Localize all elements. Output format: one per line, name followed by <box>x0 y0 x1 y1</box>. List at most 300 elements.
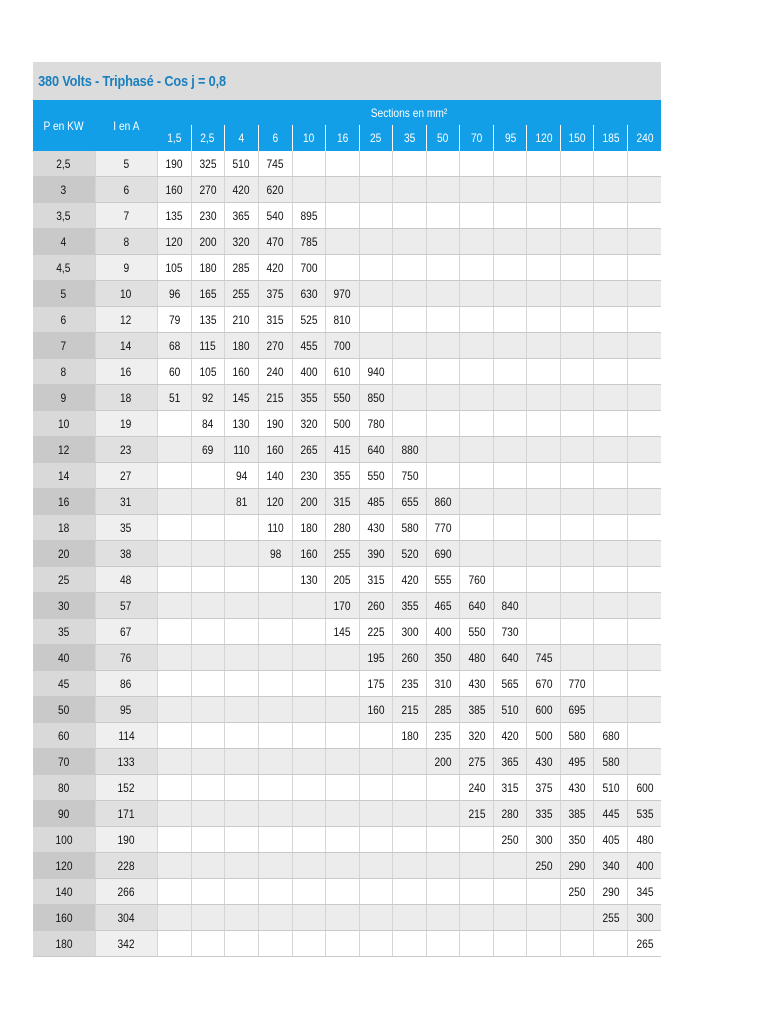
cell-length-value: 230 <box>191 203 224 229</box>
cell-length-value <box>460 255 494 281</box>
cell-length-value <box>157 853 191 879</box>
cell-length-value: 315 <box>359 567 392 593</box>
cell-power-kw: 6 <box>33 307 95 333</box>
cell-length-value <box>460 229 494 255</box>
cell-length-value <box>594 671 628 697</box>
cell-power-kw: 40 <box>33 645 95 671</box>
cell-length-value <box>359 255 392 281</box>
table-row <box>33 229 661 255</box>
cell-length-value: 640 <box>359 437 392 463</box>
cell-length-value: 105 <box>191 359 224 385</box>
cell-length-value: 465 <box>427 593 460 619</box>
cell-length-value <box>594 255 628 281</box>
cell-power-kw: 80 <box>33 775 95 801</box>
cell-length-value: 695 <box>561 697 594 723</box>
cell-length-value: 365 <box>494 749 527 775</box>
cell-power-kw: 4 <box>33 229 95 255</box>
cell-length-value <box>191 593 224 619</box>
cell-current-a: 48 <box>95 567 157 593</box>
cell-length-value <box>527 229 561 255</box>
cell-length-value <box>258 619 292 645</box>
cell-length-value <box>191 567 224 593</box>
cell-length-value: 98 <box>258 541 292 567</box>
cell-length-value <box>224 775 258 801</box>
cell-length-value <box>292 853 325 879</box>
cell-length-value <box>325 255 359 281</box>
cell-length-value: 190 <box>258 411 292 437</box>
cell-power-kw: 50 <box>33 697 95 723</box>
cell-length-value: 265 <box>292 437 325 463</box>
cell-length-value: 700 <box>325 333 359 359</box>
cell-length-value <box>594 619 628 645</box>
cell-length-value <box>628 749 661 775</box>
cell-length-value <box>325 229 359 255</box>
cell-length-value: 135 <box>191 307 224 333</box>
table-row <box>33 463 661 489</box>
cell-length-value <box>427 385 460 411</box>
cell-length-value: 565 <box>494 671 527 697</box>
cell-current-a: 14 <box>95 333 157 359</box>
cell-length-value <box>494 463 527 489</box>
cell-length-value <box>224 515 258 541</box>
cell-length-value <box>427 879 460 905</box>
cell-length-value <box>224 619 258 645</box>
cell-length-value <box>628 567 661 593</box>
cell-length-value: 68 <box>157 333 191 359</box>
cell-length-value: 600 <box>527 697 561 723</box>
cell-length-value <box>258 879 292 905</box>
cell-length-value <box>561 463 594 489</box>
table-row <box>33 281 661 307</box>
cell-current-a: 19 <box>95 411 157 437</box>
cell-length-value: 550 <box>359 463 392 489</box>
cell-length-value <box>393 385 427 411</box>
cell-length-value <box>325 775 359 801</box>
cell-length-value <box>191 853 224 879</box>
cell-length-value <box>494 229 527 255</box>
cell-length-value <box>224 593 258 619</box>
cell-length-value: 240 <box>460 775 494 801</box>
table-row <box>33 541 661 567</box>
cell-length-value <box>494 281 527 307</box>
cell-length-value <box>494 307 527 333</box>
cell-length-value <box>224 879 258 905</box>
cell-length-value <box>157 931 191 957</box>
cell-length-value: 780 <box>359 411 392 437</box>
cell-length-value <box>393 775 427 801</box>
cell-length-value <box>393 255 427 281</box>
cell-length-value <box>427 437 460 463</box>
table-header <box>33 100 661 151</box>
cell-length-value <box>292 749 325 775</box>
cell-length-value <box>628 411 661 437</box>
table-row <box>33 671 661 697</box>
cell-length-value <box>191 723 224 749</box>
cell-length-value <box>191 879 224 905</box>
cell-length-value: 730 <box>494 619 527 645</box>
cell-length-value <box>292 593 325 619</box>
cell-length-value <box>527 411 561 437</box>
cell-length-value <box>325 697 359 723</box>
cell-current-a: 9 <box>95 255 157 281</box>
header-section: 2,5 <box>191 125 224 151</box>
cell-length-value: 580 <box>594 749 628 775</box>
cell-length-value <box>527 879 561 905</box>
cell-current-a: 342 <box>95 931 157 957</box>
cell-length-value <box>393 229 427 255</box>
cell-length-value <box>594 489 628 515</box>
cell-length-value: 94 <box>224 463 258 489</box>
cell-current-a: 86 <box>95 671 157 697</box>
cell-length-value: 315 <box>494 775 527 801</box>
cell-current-a: 133 <box>95 749 157 775</box>
cell-length-value <box>628 723 661 749</box>
cell-length-value: 700 <box>292 255 325 281</box>
cell-length-value: 510 <box>494 697 527 723</box>
cell-length-value <box>594 177 628 203</box>
cell-length-value: 260 <box>359 593 392 619</box>
cell-length-value: 375 <box>527 775 561 801</box>
cell-length-value <box>393 177 427 203</box>
table-row <box>33 931 661 957</box>
cell-length-value <box>527 307 561 333</box>
cell-length-value <box>325 749 359 775</box>
cell-length-value: 405 <box>594 827 628 853</box>
cell-length-value <box>427 775 460 801</box>
cell-length-value: 79 <box>157 307 191 333</box>
cell-length-value <box>527 359 561 385</box>
cell-length-value <box>157 723 191 749</box>
cell-length-value <box>393 827 427 853</box>
cell-current-a: 8 <box>95 229 157 255</box>
cell-length-value <box>460 463 494 489</box>
cell-length-value <box>191 775 224 801</box>
cell-length-value <box>157 749 191 775</box>
cell-power-kw: 90 <box>33 801 95 827</box>
cell-power-kw: 45 <box>33 671 95 697</box>
cell-length-value: 555 <box>427 567 460 593</box>
cell-length-value <box>292 801 325 827</box>
cell-length-value: 485 <box>359 489 392 515</box>
cell-length-value <box>628 255 661 281</box>
table-row <box>33 697 661 723</box>
cell-length-value <box>527 281 561 307</box>
cell-length-value <box>561 151 594 177</box>
cell-length-value <box>224 723 258 749</box>
cell-length-value <box>561 567 594 593</box>
cell-length-value <box>258 827 292 853</box>
table-row <box>33 489 661 515</box>
cell-length-value <box>224 905 258 931</box>
cell-current-a: 114 <box>95 723 157 749</box>
cell-length-value <box>191 749 224 775</box>
cell-length-value <box>157 671 191 697</box>
table-row <box>33 879 661 905</box>
cell-length-value <box>427 229 460 255</box>
cable-section-table <box>33 100 661 957</box>
cell-length-value <box>427 255 460 281</box>
table-row <box>33 307 661 333</box>
header-section: 6 <box>258 125 292 151</box>
cell-length-value: 655 <box>393 489 427 515</box>
cell-length-value: 255 <box>224 281 258 307</box>
cell-length-value <box>494 567 527 593</box>
cell-length-value: 335 <box>527 801 561 827</box>
cell-current-a: 266 <box>95 879 157 905</box>
cell-length-value <box>594 307 628 333</box>
cell-length-value: 580 <box>561 723 594 749</box>
cell-length-value: 140 <box>258 463 292 489</box>
cell-length-value <box>561 229 594 255</box>
cell-length-value: 385 <box>460 697 494 723</box>
cell-length-value <box>191 905 224 931</box>
cell-length-value: 770 <box>427 515 460 541</box>
header-section: 10 <box>292 125 325 151</box>
cell-length-value: 620 <box>258 177 292 203</box>
cell-length-value: 180 <box>292 515 325 541</box>
cell-length-value: 495 <box>561 749 594 775</box>
cell-length-value: 160 <box>258 437 292 463</box>
cell-length-value <box>157 827 191 853</box>
cell-length-value <box>157 489 191 515</box>
cell-length-value: 355 <box>393 593 427 619</box>
cell-length-value <box>359 723 392 749</box>
cell-length-value <box>594 931 628 957</box>
cell-length-value: 355 <box>325 463 359 489</box>
cell-length-value: 145 <box>224 385 258 411</box>
cell-length-value <box>628 671 661 697</box>
cell-length-value: 180 <box>191 255 224 281</box>
cell-length-value: 160 <box>157 177 191 203</box>
cell-length-value <box>527 593 561 619</box>
header-i-en-a: I en A <box>95 100 157 151</box>
cell-length-value <box>561 905 594 931</box>
cell-length-value <box>527 333 561 359</box>
cell-length-value <box>494 333 527 359</box>
cell-length-value: 81 <box>224 489 258 515</box>
cell-length-value: 345 <box>628 879 661 905</box>
cell-length-value: 270 <box>191 177 224 203</box>
cell-length-value: 350 <box>427 645 460 671</box>
cell-length-value: 500 <box>325 411 359 437</box>
cell-length-value <box>258 567 292 593</box>
cell-length-value <box>191 931 224 957</box>
cell-length-value: 250 <box>494 827 527 853</box>
cell-length-value <box>292 671 325 697</box>
cell-length-value <box>561 385 594 411</box>
cell-length-value <box>325 151 359 177</box>
cell-length-value <box>494 931 527 957</box>
cell-length-value: 115 <box>191 333 224 359</box>
cell-length-value: 840 <box>494 593 527 619</box>
cell-length-value: 680 <box>594 723 628 749</box>
cell-length-value <box>258 775 292 801</box>
cell-power-kw: 60 <box>33 723 95 749</box>
header-section: 70 <box>460 125 494 151</box>
cell-length-value <box>460 151 494 177</box>
header-section: 240 <box>628 125 661 151</box>
cell-power-kw: 3 <box>33 177 95 203</box>
cell-length-value: 160 <box>292 541 325 567</box>
cell-length-value <box>494 385 527 411</box>
cell-length-value <box>594 515 628 541</box>
cell-length-value: 240 <box>258 359 292 385</box>
cell-length-value <box>594 151 628 177</box>
cell-length-value <box>359 229 392 255</box>
cell-length-value: 215 <box>393 697 427 723</box>
cell-current-a: 38 <box>95 541 157 567</box>
table-row <box>33 593 661 619</box>
cell-length-value <box>359 801 392 827</box>
cell-length-value <box>494 437 527 463</box>
cell-power-kw: 140 <box>33 879 95 905</box>
cell-length-value: 105 <box>157 255 191 281</box>
table-row <box>33 827 661 853</box>
table-row <box>33 723 661 749</box>
cell-length-value <box>359 853 392 879</box>
cell-length-value <box>393 853 427 879</box>
table-row <box>33 775 661 801</box>
cell-length-value <box>393 801 427 827</box>
cell-length-value <box>393 359 427 385</box>
cell-length-value: 300 <box>393 619 427 645</box>
cell-length-value <box>494 879 527 905</box>
cell-length-value <box>494 255 527 281</box>
cell-length-value: 190 <box>157 151 191 177</box>
cell-length-value <box>157 541 191 567</box>
cell-length-value: 630 <box>292 281 325 307</box>
cell-length-value <box>494 359 527 385</box>
cell-length-value <box>359 333 392 359</box>
cell-length-value <box>393 203 427 229</box>
cell-length-value: 285 <box>427 697 460 723</box>
cell-length-value <box>460 541 494 567</box>
cell-power-kw: 35 <box>33 619 95 645</box>
cell-length-value: 400 <box>292 359 325 385</box>
cell-length-value <box>427 151 460 177</box>
cell-length-value <box>258 749 292 775</box>
cell-current-a: 27 <box>95 463 157 489</box>
cell-length-value: 235 <box>427 723 460 749</box>
cell-current-a: 67 <box>95 619 157 645</box>
cell-length-value: 400 <box>628 853 661 879</box>
cell-length-value: 205 <box>325 567 359 593</box>
cell-length-value <box>494 853 527 879</box>
cell-length-value: 510 <box>594 775 628 801</box>
cell-length-value: 96 <box>157 281 191 307</box>
header-section: 185 <box>594 125 628 151</box>
cell-length-value <box>191 541 224 567</box>
cell-length-value <box>628 489 661 515</box>
cell-length-value <box>494 905 527 931</box>
cell-current-a: 18 <box>95 385 157 411</box>
table-row <box>33 333 661 359</box>
cell-length-value <box>460 905 494 931</box>
cell-length-value <box>628 333 661 359</box>
header-section: 4 <box>224 125 258 151</box>
cell-length-value: 785 <box>292 229 325 255</box>
cell-length-value: 580 <box>393 515 427 541</box>
cell-length-value <box>427 359 460 385</box>
cell-length-value <box>258 905 292 931</box>
cell-length-value: 415 <box>325 437 359 463</box>
cell-length-value <box>561 359 594 385</box>
cell-length-value: 60 <box>157 359 191 385</box>
cell-length-value <box>325 905 359 931</box>
cell-length-value: 430 <box>460 671 494 697</box>
cell-power-kw: 30 <box>33 593 95 619</box>
cell-current-a: 23 <box>95 437 157 463</box>
cell-length-value <box>494 177 527 203</box>
cell-length-value: 145 <box>325 619 359 645</box>
cell-length-value <box>325 671 359 697</box>
cell-length-value <box>325 801 359 827</box>
cell-length-value <box>460 827 494 853</box>
header-section: 35 <box>393 125 427 151</box>
header-section: 1,5 <box>157 125 191 151</box>
cell-length-value: 300 <box>628 905 661 931</box>
cell-length-value <box>191 619 224 645</box>
cell-length-value <box>359 775 392 801</box>
cell-length-value <box>359 281 392 307</box>
cell-length-value: 340 <box>594 853 628 879</box>
cell-length-value <box>191 489 224 515</box>
table-row <box>33 359 661 385</box>
cell-length-value: 860 <box>427 489 460 515</box>
cell-length-value <box>561 489 594 515</box>
cell-length-value <box>628 177 661 203</box>
cell-length-value <box>527 905 561 931</box>
cell-length-value <box>393 879 427 905</box>
cell-power-kw: 5 <box>33 281 95 307</box>
cell-current-a: 10 <box>95 281 157 307</box>
cell-length-value <box>224 671 258 697</box>
cell-current-a: 95 <box>95 697 157 723</box>
cell-length-value <box>359 879 392 905</box>
header-section: 16 <box>325 125 359 151</box>
cell-length-value <box>527 931 561 957</box>
cell-power-kw: 10 <box>33 411 95 437</box>
cell-current-a: 171 <box>95 801 157 827</box>
cell-length-value: 420 <box>258 255 292 281</box>
cell-power-kw: 8 <box>33 359 95 385</box>
cell-length-value: 745 <box>258 151 292 177</box>
cable-section-table-container <box>33 62 661 957</box>
cell-length-value: 350 <box>561 827 594 853</box>
header-sections-title: Sections en mm² <box>157 100 661 125</box>
cell-length-value: 470 <box>258 229 292 255</box>
cell-length-value <box>628 229 661 255</box>
cell-length-value <box>157 645 191 671</box>
cell-length-value <box>594 333 628 359</box>
cell-length-value <box>594 463 628 489</box>
cell-length-value: 420 <box>494 723 527 749</box>
cell-length-value <box>292 177 325 203</box>
cell-power-kw: 20 <box>33 541 95 567</box>
cell-length-value <box>157 775 191 801</box>
cell-length-value <box>427 827 460 853</box>
cell-length-value <box>157 437 191 463</box>
cell-length-value <box>393 281 427 307</box>
cell-length-value <box>359 177 392 203</box>
table-row <box>33 853 661 879</box>
cell-length-value: 480 <box>628 827 661 853</box>
cell-length-value: 430 <box>527 749 561 775</box>
cell-length-value: 810 <box>325 307 359 333</box>
cell-length-value: 110 <box>258 515 292 541</box>
cell-length-value <box>561 281 594 307</box>
cell-length-value <box>494 541 527 567</box>
